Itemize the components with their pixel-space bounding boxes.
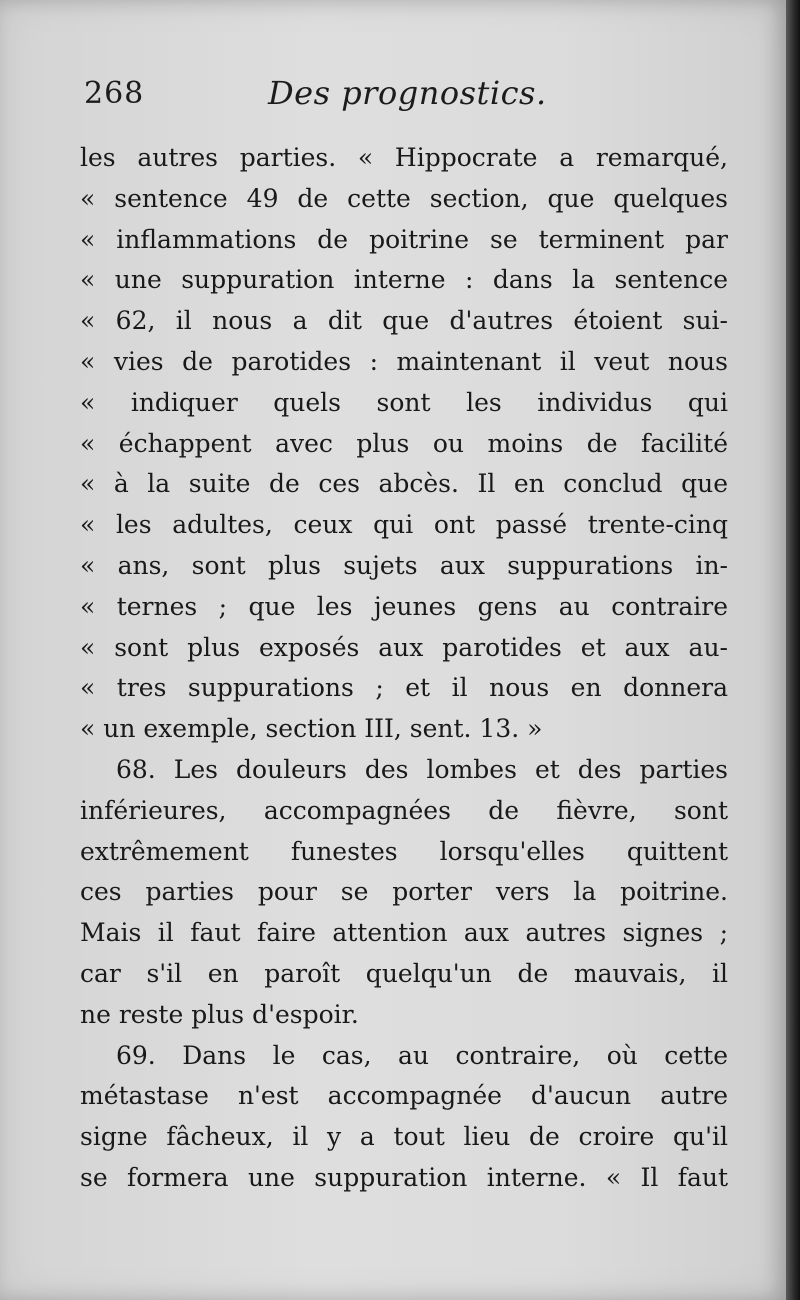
text-line: « les adultes, ceux qui ont passé trente-cinq <box>80 510 728 540</box>
text-line: signe fâcheux, il y a tout lieu de croire qu'il <box>80 1122 728 1152</box>
text-line: car s'il en paroît quelqu'un de mauvais, il <box>80 958 728 988</box>
text-line: « tres suppurations ; et il nous en donnera <box>80 673 728 703</box>
body-text <box>80 138 728 1199</box>
text-line: métastase n'est accompagnée d'aucun autre <box>80 1081 728 1111</box>
text-line: ces parties pour se porter vers la poitrine. <box>80 877 728 907</box>
page-number: 268 <box>84 76 145 111</box>
text-line: extrêmement funestes lorsqu'elles quittent <box>80 836 728 866</box>
running-title: Des prognostics. <box>268 74 547 112</box>
text-line: « indiquer quels sont les individus qui <box>80 387 728 417</box>
text-line: « une suppuration interne : dans la sentence <box>80 265 728 295</box>
text-line: ne reste plus d'espoir. <box>80 999 359 1029</box>
text-line: Mais il faut faire attention aux autres signes ; <box>80 918 728 948</box>
text-line: « à la suite de ces abcès. Il en conclud que <box>80 469 728 499</box>
text-line: « 62, il nous a dit que d'autres étoient sui- <box>80 306 728 336</box>
text-line: 69. Dans le cas, au contraire, où cette <box>116 1040 728 1070</box>
text-line: « sentence 49 de cette section, que quelques <box>80 183 728 213</box>
book-spine-shadow <box>786 0 800 1300</box>
text-line: les autres parties. « Hippocrate a remarqué, <box>80 143 728 172</box>
text-line: « un exemple, section III, sent. 13. » <box>80 714 543 744</box>
text-line: se formera une suppuration interne. « Il faut <box>80 1162 728 1192</box>
running-head <box>0 66 786 126</box>
text-line: 68. Les douleurs des lombes et des parties <box>116 754 728 784</box>
text-line: « sont plus exposés aux parotides et aux au- <box>80 632 728 662</box>
text-line: « échappent avec plus ou moins de facilité <box>80 428 728 458</box>
text-line: « vies de parotides : maintenant il veut nous <box>80 346 728 376</box>
text-line: « inflammations de poitrine se terminent par <box>80 224 728 254</box>
text-line: « ternes ; que les jeunes gens au contraire <box>80 591 728 621</box>
text-line: « ans, sont plus sujets aux suppurations in- <box>80 550 728 580</box>
text-line: inférieures, accompagnées de fièvre, sont <box>80 795 728 825</box>
